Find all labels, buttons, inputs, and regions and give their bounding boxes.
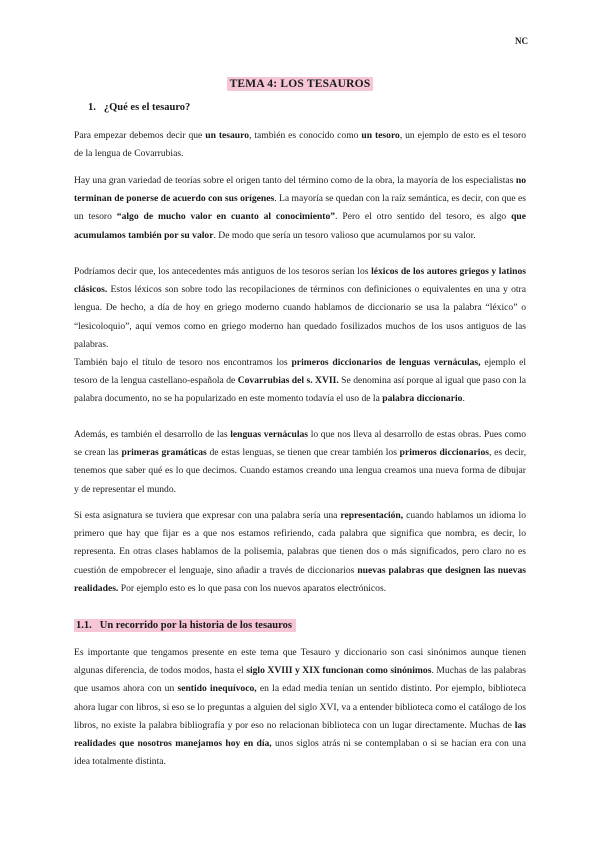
bold-run: un tesauro <box>205 130 250 141</box>
paragraph-3 <box>74 263 526 354</box>
text-run: Para empezar debemos decir que <box>74 130 206 141</box>
section-highlight <box>74 619 296 632</box>
text-run: , también es conocido como <box>249 130 362 141</box>
bold-run: Covarrubias del s. XVII. <box>237 375 339 387</box>
text-run: de estas lenguas, se tienen que crear también los <box>206 447 400 459</box>
bold-run: que acumulamos también por su valor <box>74 211 526 241</box>
section-number: 1. <box>88 102 96 113</box>
text-run: Por ejemplo esto es lo que pasa con los nuevos aparatos electrónicos. <box>118 582 387 594</box>
section-number: 1.1. <box>76 620 92 631</box>
text-run: . De modo que sería un tesoro valioso que acumulamos por su valor. <box>213 229 476 241</box>
bold-run: representación, <box>340 510 404 521</box>
paragraph-1 <box>74 127 526 163</box>
bold-run: las realidades que nosotros manejamos hoy en día, <box>74 719 526 750</box>
bold-run: palabra diccionario <box>382 393 463 405</box>
bold-run: primeros diccionarios <box>399 447 490 459</box>
text-run: cuando hablamos un idioma lo primero que hay que fijar es a que nos estamos refiriendo, cada palabra que significa que nombra, es decir, lo representa. En otras clases hablamos de la polisemia, palabras que tienen dos o más significados, pero claro no es cuestión de empobrecer el lenguaje, sino añadir a través de diccionarios <box>74 510 526 576</box>
paragraph-2 <box>74 172 526 245</box>
text-run: Si esta asignatura se tuviera que expresar con una palabra sería una <box>74 510 341 521</box>
text-run: Es importante que tengamos presente en este tema que Tesauro y diccionario son casi sinónimos aunque tienen algunas diferencia, de todos modos, hasta el <box>74 647 526 677</box>
bold-run: un tesoro <box>361 130 400 141</box>
section-title: Un recorrido por la historia de los tesauros <box>99 620 292 631</box>
text-run: Se denomina así porque al igual que paso con la palabra documento, no se ha popularizado en este momento todavía el uso de la <box>74 375 526 405</box>
document-title: TEMA 4: LOS TESAUROS <box>227 77 374 91</box>
text-run: . <box>462 393 465 405</box>
paragraph-4 <box>74 354 526 409</box>
text-run: unos siglos atrás ni se contemplaban o si se hacían era con una idea totalmente distinta. <box>74 738 526 768</box>
bold-run: “algo de mucho valor en cuanto al conocimiento” <box>116 211 336 223</box>
bold-run: nuevas palabras que designen las nuevas realidades. <box>74 564 526 594</box>
text-run: También bajo el título de tesoro nos encontramos los <box>74 357 292 368</box>
text-run: . Muchas de las palabras que usamos ahora con un <box>74 665 526 695</box>
paragraph-7 <box>74 644 526 771</box>
text-run: ejemplo el tesoro de la lengua castellano-española de <box>74 357 527 387</box>
section-title: ¿Qué es el tesauro? <box>103 102 191 113</box>
section-heading-1-1 <box>74 619 296 633</box>
section-heading-1 <box>88 101 190 115</box>
text-run: lo que nos lleva al desarrollo de estas obras. Pues como se crean las <box>74 429 526 459</box>
bold-run: primeras gramáticas <box>121 447 207 459</box>
bold-run: primeros diccionarios de lenguas vernáculas, <box>291 357 481 368</box>
bold-run: no terminan de ponerse de acuerdo con sus orígenes <box>74 175 526 205</box>
text-run: Estos léxicos son sobre todo las recopilaciones de términos con definiciones o equivalentes en una y otra lengua. De hecho, a día de hoy en griego moderno cuando hablamos de diccionario se usa la palabra “léxico” o “lesicoloquio”, aquí vemos como en griego moderno han quedado fosilizados muchos de los usos antiguos de las palabras. <box>74 284 526 350</box>
text-run: Además, es también el desarrollo de las <box>74 429 231 440</box>
bold-run: siglo XVIII y XIX funcionan como sinónimos <box>246 665 432 677</box>
text-run: , un ejemplo de esto es el tesoro de la lengua de Covarrubias. <box>74 130 526 160</box>
text-run: Hay una gran variedad de teorías sobre el origen tanto del término como de la obra, la mayoría de los especialistas <box>74 175 516 186</box>
text-run: , es decir, tenemos que saber qué es lo que decimos. Cuando estamos creando una lengua creamos una nueva forma de dibujar y de representar el mundo. <box>74 447 526 495</box>
text-run: en la edad media tenían un sentido distinto. Por ejemplo, biblioteca ahora lugar con libros, si eso se lo preguntas a alguien del siglo XVI, va a entender biblioteca como el catálogo de los libros, no existe la palabra bibliografía y por eso no relacionan biblioteca con un lugar directamente. Muchas de <box>74 683 526 731</box>
paragraph-5 <box>74 426 526 499</box>
author-initials: NC <box>515 36 528 46</box>
paragraph-6 <box>74 507 526 598</box>
text-run: . Pero el otro sentido del tesoro, es algo <box>335 211 512 223</box>
text-run: Podríamos decir que, los antecedentes más antiguos de los tesoros serían los <box>74 266 372 277</box>
text-run: . La mayoría se quedan con la raíz semántica, es decir, con que es un tesoro <box>74 193 526 223</box>
bold-run: lenguas vernáculas <box>230 429 309 440</box>
bold-run: sentido inequívoco, <box>177 683 257 695</box>
bold-run: léxicos de los autores griegos y latinos clásicos. <box>74 266 526 296</box>
title-container <box>0 74 600 92</box>
